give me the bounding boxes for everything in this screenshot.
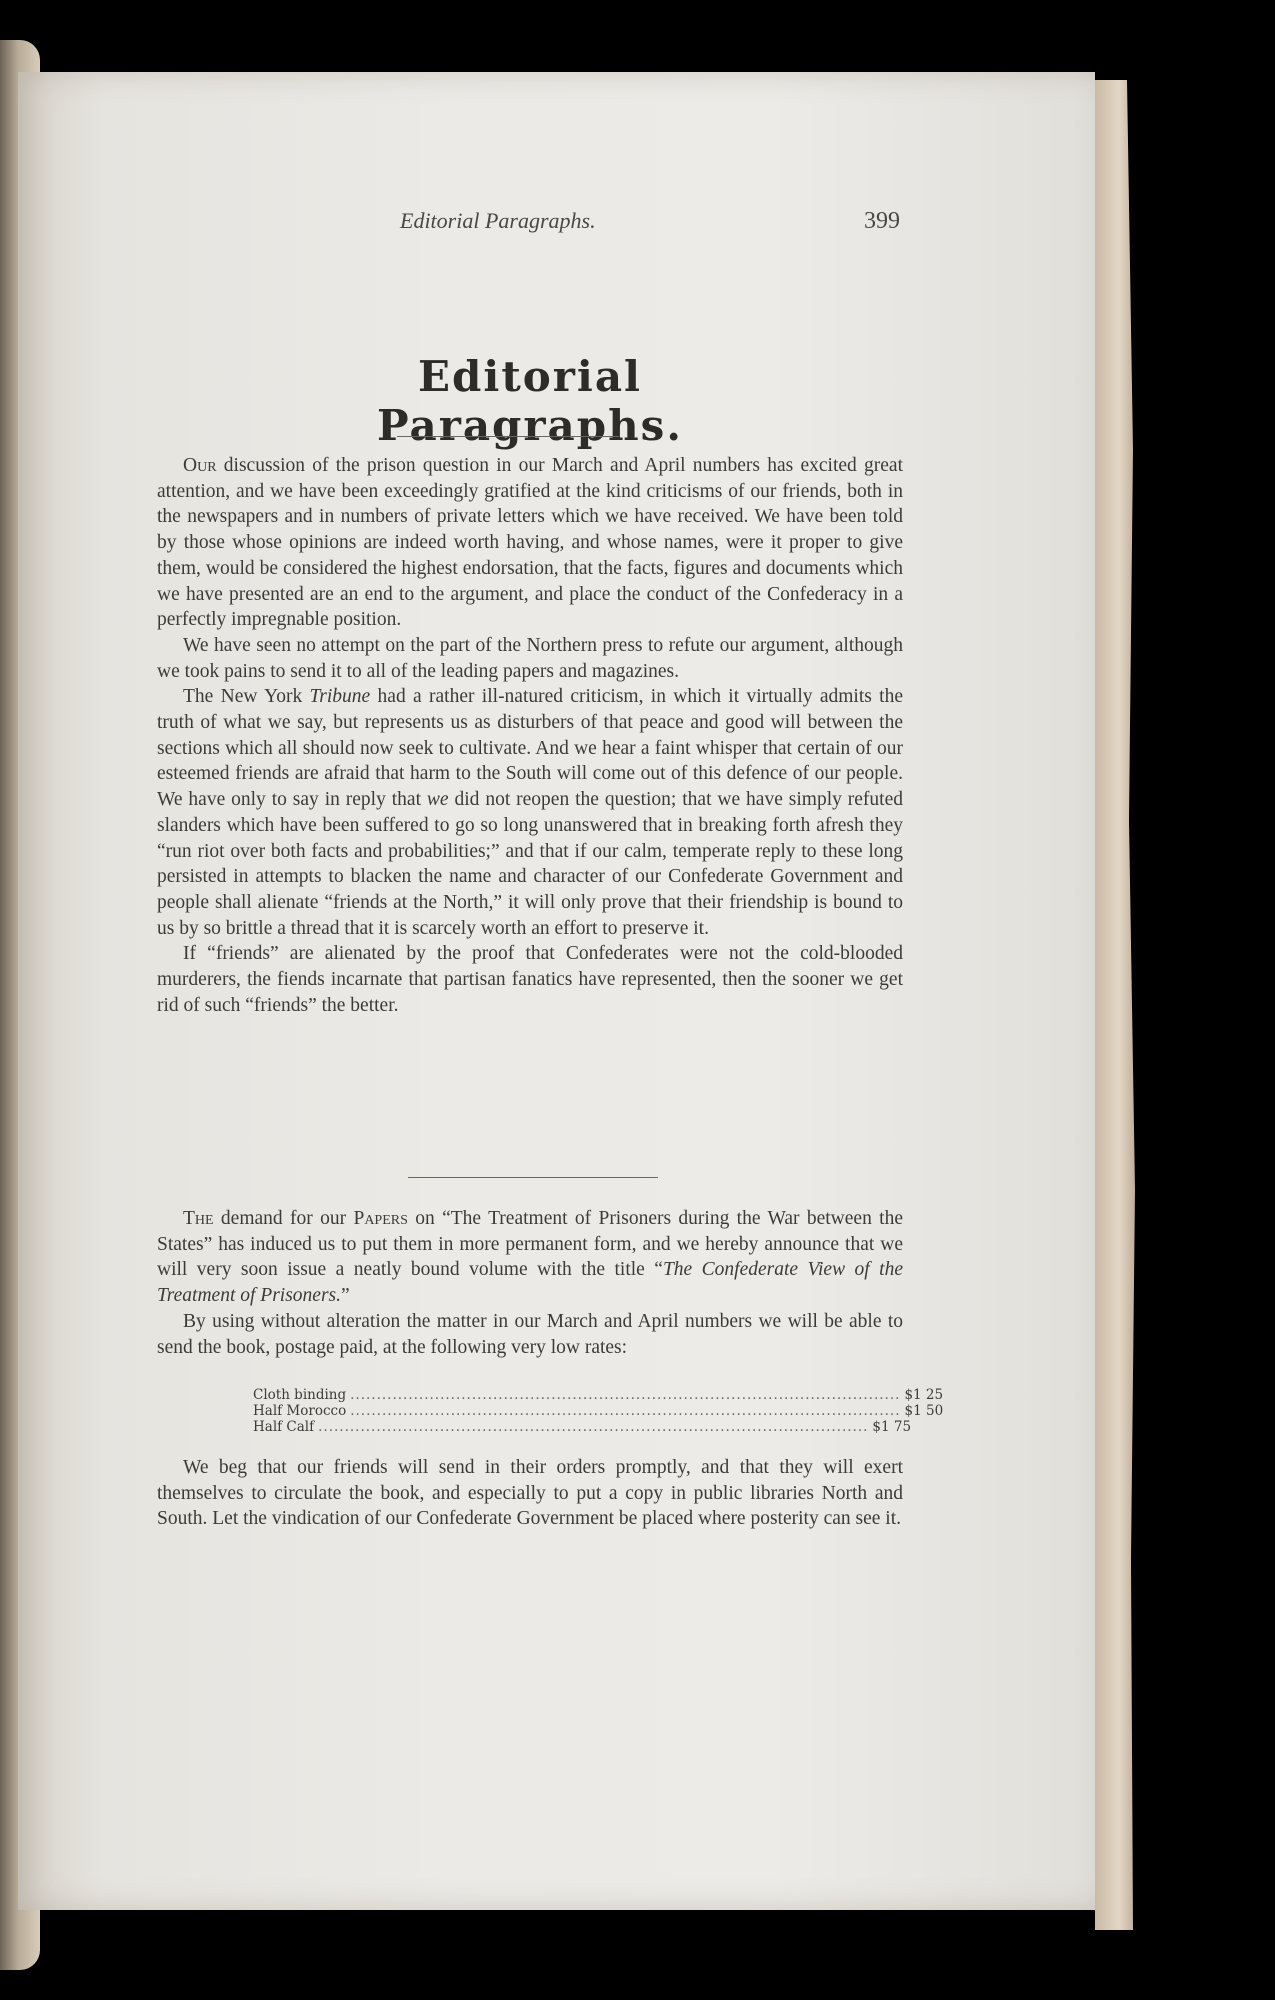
lead-word: Our	[183, 455, 217, 476]
text-run: The New York	[183, 686, 310, 708]
paragraph	[157, 684, 903, 941]
small-caps-text: Papers	[353, 1208, 408, 1229]
price-label: Cloth binding	[253, 1387, 347, 1403]
page-edges	[1095, 80, 1135, 1930]
price-amount: $1 75	[872, 1419, 912, 1435]
leader-dots: ........................................................................................................	[318, 1419, 869, 1435]
editorial-section-prison-question	[157, 453, 903, 1018]
leader-dots: ........................................................................................................	[350, 1403, 901, 1419]
paragraph: By using without alteration the matter in our March and April numbers we will be able to send the book, postage paid, at the following very low rates:	[157, 1310, 903, 1358]
page-number: 399	[864, 208, 900, 234]
text-run: discussion of the prison question in our March and April numbers has excited great attention, and we have been exceedingly gratified at the kind criticisms of our friends, both in the newspapers and in numbers of private letters which we have received. We have been told by those whose opinions are indeed worth having, and whose names, were it proper to give them, would be considered the highest endorsation, that the facts, figures and documents which we have presented are an end to the argument, and place the conduct of the Confederacy in a perfectly impregnable position.	[157, 455, 903, 631]
price-row	[253, 1403, 944, 1419]
title-rule	[397, 436, 619, 437]
price-label: Half Morocco	[253, 1403, 347, 1419]
section-rule	[408, 1177, 658, 1178]
text-run: did not reopen the question; that we have simply refuted slanders which have been suffered to go so long unanswered that in breaking forth afresh they “run riot over both facts and probabilities;” and that if our calm, temperate reply to these long persisted in attempts to blacken the name and character of our Confederate Government and people shall alienate “friends at the North,” it will only prove that their friendship is bound to us by so brittle a thread that it is scarcely worth an effort to preserve it.	[157, 789, 903, 939]
paragraph: We have seen no attempt on the part of the Northern press to refute our argument, although we took pains to send it to all of the leading papers and magazines.	[157, 634, 903, 682]
text-run: had a rather ill-natured criticism, in which it virtually admits the truth of what we say, but represents us as disturbers of that peace and good will between the sections which all should now seek to cultivate. And we hear a faint whisper that certain of our esteemed friends are afraid that harm to the South will come out of this defence of our people. We have only to say in reply that	[157, 686, 903, 811]
paragraph: We beg that our friends will send in their orders promptly, and that they will exert themselves to circulate the book, and especially to put a copy in public libraries North and South. Let the vindication of our Confederate Government be placed where posterity can see it.	[157, 1457, 903, 1530]
text-run: ”	[341, 1285, 350, 1307]
price-row	[253, 1387, 944, 1403]
paragraph	[157, 453, 903, 633]
italic-text: we	[426, 789, 449, 811]
book-title: The Confederate View of the Treatment of Prisoners.	[157, 1259, 903, 1307]
paragraph	[157, 1206, 903, 1309]
lead-word: The	[183, 1208, 214, 1229]
price-list	[253, 1387, 944, 1435]
editorial-section-closing	[157, 1455, 903, 1532]
paragraph: If “friends” are alienated by the proof that Confederates were not the cold-blooded murderers, the fiends incarnate that partisan fanatics have represented, then the sooner we get rid of such “friends” the better.	[157, 943, 903, 1016]
price-amount: $1 50	[904, 1403, 944, 1419]
editorial-section-book-announcement	[157, 1206, 903, 1360]
text-run: demand for our	[213, 1208, 354, 1229]
price-amount: $1 25	[904, 1387, 944, 1403]
italic-text: Tribune	[309, 686, 371, 708]
price-row	[253, 1419, 912, 1435]
text-run: on “The Treatment of Prisoners during the War between the States” has induced us to put them in more permanent form, and we hereby announce that we will very soon issue a neatly bound volume with the title “	[157, 1208, 903, 1281]
running-head-title: Editorial Paragraphs.	[400, 208, 596, 233]
running-head	[400, 208, 900, 234]
leader-dots: ........................................................................................................	[350, 1387, 901, 1403]
page-title: Editorial Paragraphs.	[377, 352, 683, 450]
price-label: Half Calf	[253, 1419, 315, 1435]
